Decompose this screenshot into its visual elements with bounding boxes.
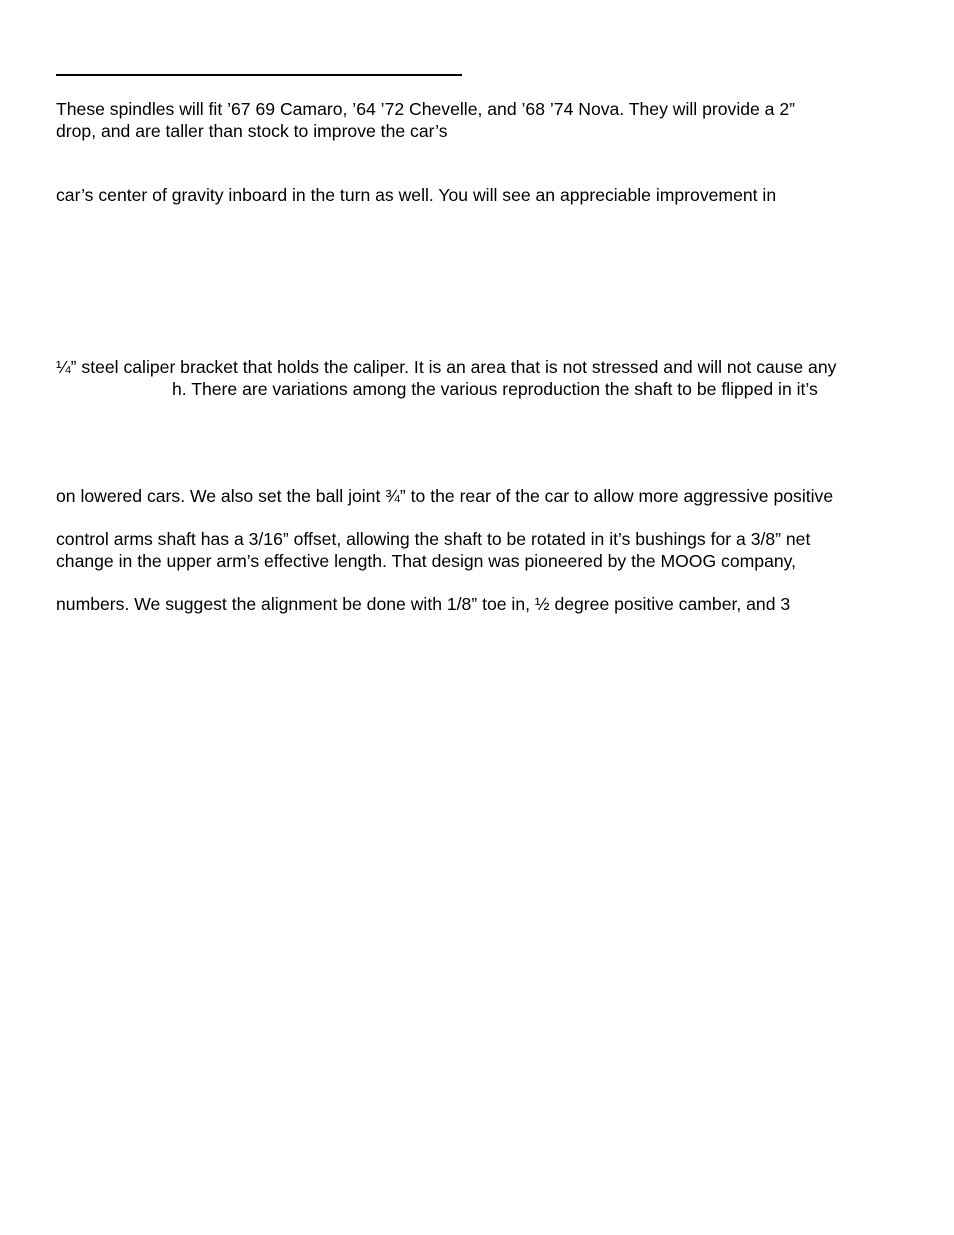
text-line: on lowered cars. We also set the ball joint ¾” to the rear of the car to allow more aggressive positive bbox=[56, 486, 834, 506]
header-rule bbox=[56, 74, 462, 76]
text-line: h. There are variations among the various reproduction the shaft to be flipped in it’s bbox=[172, 379, 818, 399]
text-line: control arms shaft has a 3/16” offset, allowing the shaft to be rotated in it’s bushings for a 3/8” net bbox=[56, 529, 811, 549]
text-line: car’s center of gravity inboard in the turn as well. You will see an appreciable improvement in bbox=[56, 185, 777, 205]
text-line: change in the upper arm’s effective length. That design was pioneered by the MOOG company, bbox=[56, 551, 797, 571]
text-line: drop, and are taller than stock to improve the car’s bbox=[56, 121, 448, 141]
text-line: ¼” steel caliper bracket that holds the caliper. It is an area that is not stressed and will not cause any bbox=[56, 357, 837, 377]
text-line: numbers. We suggest the alignment be done with 1/8” toe in, ½ degree positive camber, and 3 bbox=[56, 594, 791, 614]
text-line: These spindles will fit ’67 69 Camaro, ’64 ’72 Chevelle, and ’68 ’74 Nova. They will provide a 2” bbox=[56, 99, 795, 119]
